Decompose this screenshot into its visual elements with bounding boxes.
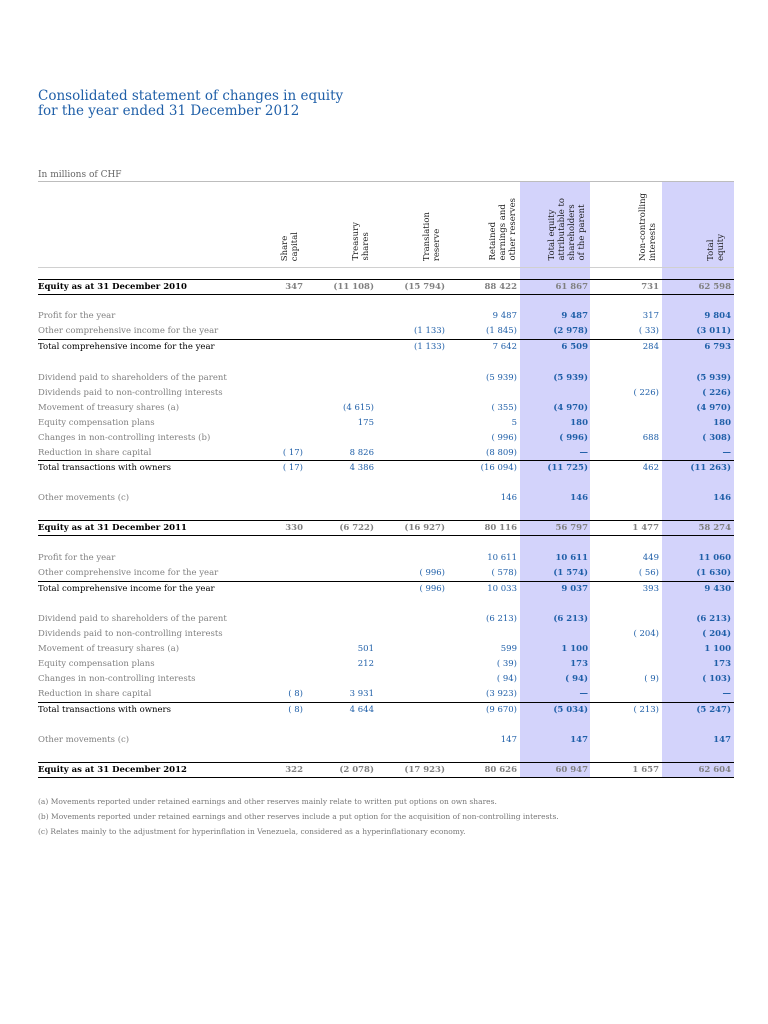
table-row (38, 687, 734, 701)
cell-col-7: 173 (713, 659, 731, 669)
subtotal-row (38, 582, 734, 596)
column-header-4 (468, 198, 538, 261)
cell-col-2: (2 078) (339, 765, 374, 775)
cell-col-7: (5 939) (696, 373, 731, 383)
cell-col-5: — (579, 689, 588, 699)
cell-col-5: (1 574) (553, 568, 588, 578)
table-row (38, 612, 734, 626)
cell-col-7: (1 630) (696, 568, 731, 578)
subtotal-row (38, 340, 734, 354)
cell-col-2: 212 (357, 659, 374, 669)
cell-col-1: 330 (285, 523, 303, 533)
cell-col-6: ( 204) (633, 629, 659, 639)
cell-col-5: 173 (570, 659, 588, 669)
title-line-2: for the year ended 31 December 2012 (38, 103, 300, 119)
column-header-7 (681, 234, 751, 261)
balance-rule-bottom (38, 294, 734, 295)
column-header-1 (255, 232, 325, 261)
table-row (38, 672, 734, 686)
cell-col-4: (5 939) (486, 373, 517, 383)
cell-col-7: ( 204) (702, 629, 731, 639)
table-row (38, 566, 734, 580)
cell-col-3: (16 927) (404, 523, 445, 533)
cell-col-7: 11 060 (698, 553, 731, 563)
column-header-label: Share capital (280, 231, 300, 261)
balance-rule-top (38, 520, 734, 521)
table-row (38, 446, 734, 460)
row-label: Profit for the year (38, 311, 116, 321)
cell-col-2: 8 826 (349, 448, 374, 458)
cell-col-4: ( 94) (496, 674, 517, 684)
cell-col-5: (5 939) (553, 373, 588, 383)
column-header-label: Treasury shares (351, 222, 371, 261)
cell-col-2: 3 931 (349, 689, 374, 699)
cell-col-7: 180 (713, 418, 731, 428)
cell-col-5: 10 611 (555, 553, 588, 563)
column-header-label: Total equity attributable to shareholders of the parent (547, 198, 587, 261)
cell-col-1: ( 17) (282, 448, 303, 458)
cell-col-7: ( 103) (702, 674, 731, 684)
row-label: Total transactions with owners (38, 463, 171, 473)
row-label: Equity as at 31 December 2011 (38, 523, 187, 533)
cell-col-4: 147 (500, 735, 517, 745)
row-label: Profit for the year (38, 553, 116, 563)
cell-col-5: 9 487 (561, 311, 588, 321)
cell-col-7: 9 430 (704, 584, 731, 594)
table-row (38, 324, 734, 338)
row-label: Total comprehensive income for the year (38, 342, 215, 352)
footnote: (c) Relates mainly to the adjustment for hyperinflation in Venezuela, considered as a hyperinflationary economy. (38, 827, 466, 836)
row-label: Reduction in share capital (38, 448, 152, 458)
equity-balance-row (38, 763, 734, 777)
cell-col-6: ( 56) (638, 568, 659, 578)
cell-col-4: (1 845) (486, 326, 517, 336)
cell-col-7: (6 213) (696, 614, 731, 624)
row-label: Equity as at 31 December 2010 (38, 282, 187, 292)
cell-col-7: (3 011) (696, 326, 731, 336)
table-row (38, 627, 734, 641)
cell-col-4: 5 (511, 418, 517, 428)
table-row (38, 551, 734, 565)
row-label: Dividends paid to non-controlling interests (38, 388, 223, 398)
cell-col-7: 146 (713, 493, 731, 503)
footnote: (a) Movements reported under retained earnings and other reserves mainly relate to written put options on own shares. (38, 797, 497, 806)
table-row (38, 642, 734, 656)
row-label: Other comprehensive income for the year (38, 326, 219, 336)
row-label: Reduction in share capital (38, 689, 152, 699)
row-label: Equity compensation plans (38, 659, 155, 669)
row-label: Other comprehensive income for the year (38, 568, 219, 578)
cell-col-7: 9 804 (704, 311, 731, 321)
column-header-label: Retained earnings and other reserves (488, 198, 518, 261)
cell-col-6: ( 213) (633, 705, 659, 715)
cell-col-5: 6 509 (561, 342, 588, 352)
cell-col-5: ( 94) (565, 674, 588, 684)
cell-col-4: 599 (500, 644, 517, 654)
cell-col-3: (1 133) (414, 326, 445, 336)
cell-col-7: (4 970) (696, 403, 731, 413)
cell-col-2: 501 (357, 644, 374, 654)
subtotal-rule (38, 460, 734, 461)
cell-col-7: 58 274 (698, 523, 731, 533)
row-label: Other movements (c) (38, 493, 130, 503)
cell-col-4: 7 642 (492, 342, 517, 352)
cell-col-1: 322 (285, 765, 303, 775)
cell-col-4: (3 923) (486, 689, 517, 699)
cell-col-6: 731 (641, 282, 659, 292)
cell-col-7: (5 247) (696, 705, 731, 715)
cell-col-2: 4 386 (349, 463, 374, 473)
cell-col-7: — (722, 448, 731, 458)
cell-col-7: (11 263) (690, 463, 731, 473)
row-label: Dividends paid to non-controlling interests (38, 629, 223, 639)
cell-col-4: ( 578) (491, 568, 517, 578)
column-header-3 (397, 212, 467, 261)
row-label: Total transactions with owners (38, 705, 171, 715)
column-header-6 (613, 193, 683, 261)
cell-col-2: 4 644 (349, 705, 374, 715)
row-label: Dividend paid to shareholders of the parent (38, 614, 227, 624)
row-label: Movement of treasury shares (a) (38, 403, 180, 413)
cell-col-4: 10 611 (487, 553, 517, 563)
cell-col-5: 9 037 (561, 584, 588, 594)
cell-col-7: 1 100 (704, 644, 731, 654)
balance-rule-bottom (38, 535, 734, 536)
cell-col-2: (11 108) (333, 282, 374, 292)
title-line-1: Consolidated statement of changes in equity (38, 88, 344, 104)
cell-col-4: 9 487 (492, 311, 517, 321)
footnote: (b) Movements reported under retained earnings and other reserves include a put option for the acquisition of non-controlling interests. (38, 812, 559, 821)
cell-col-6: 1 477 (632, 523, 659, 533)
row-label: Dividend paid to shareholders of the parent (38, 373, 227, 383)
cell-col-4: 10 033 (487, 584, 517, 594)
cell-col-5: 147 (570, 735, 588, 745)
table-row (38, 491, 734, 505)
cell-col-5: (2 978) (553, 326, 588, 336)
cell-col-5: ( 996) (559, 433, 588, 443)
equity-balance-row (38, 280, 734, 294)
cell-col-4: (16 094) (480, 463, 517, 473)
cell-col-5: (6 213) (553, 614, 588, 624)
table-row (38, 401, 734, 415)
cell-col-6: 462 (642, 463, 659, 473)
row-label: Equity compensation plans (38, 418, 155, 428)
cell-col-5: 60 947 (555, 765, 588, 775)
cell-col-1: ( 17) (282, 463, 303, 473)
cell-col-4: 88 422 (484, 282, 517, 292)
subtotal-rule (38, 581, 734, 582)
balance-rule-top (38, 279, 734, 280)
cell-col-3: (1 133) (414, 342, 445, 352)
cell-col-6: 317 (642, 311, 659, 321)
cell-col-2: (6 722) (339, 523, 374, 533)
header-rule (38, 267, 734, 268)
row-label: Other movements (c) (38, 735, 130, 745)
cell-col-6: 1 657 (632, 765, 659, 775)
table-row (38, 309, 734, 323)
equity-balance-row (38, 521, 734, 535)
cell-col-4: 80 116 (484, 523, 517, 533)
subtotal-row (38, 703, 734, 717)
cell-col-3: ( 996) (419, 568, 445, 578)
cell-col-5: 1 100 (561, 644, 588, 654)
page-title (38, 89, 343, 119)
cell-col-2: (4 615) (343, 403, 374, 413)
cell-col-1: 347 (285, 282, 303, 292)
top-rule (38, 181, 734, 182)
cell-col-6: ( 33) (638, 326, 659, 336)
column-header-label: Translation reserve (422, 211, 442, 261)
cell-col-4: ( 996) (491, 433, 517, 443)
cell-col-5: (4 970) (553, 403, 588, 413)
cell-col-5: 56 797 (555, 523, 588, 533)
cell-col-7: 147 (713, 735, 731, 745)
balance-rule-bottom (38, 777, 734, 778)
cell-col-7: 62 598 (698, 282, 731, 292)
cell-col-1: ( 8) (288, 705, 303, 715)
cell-col-7: ( 308) (702, 433, 731, 443)
cell-col-7: 6 793 (704, 342, 731, 352)
table-row (38, 431, 734, 445)
cell-col-3: (17 923) (404, 765, 445, 775)
subtotal-rule (38, 702, 734, 703)
column-header-5 (532, 198, 602, 261)
table-row (38, 657, 734, 671)
cell-col-5: (5 034) (553, 705, 588, 715)
cell-col-6: 284 (642, 342, 659, 352)
cell-col-6: 393 (642, 584, 659, 594)
cell-col-5: (11 725) (547, 463, 588, 473)
balance-rule-top (38, 762, 734, 763)
subtotal-row (38, 461, 734, 475)
cell-col-7: ( 226) (702, 388, 731, 398)
column-header-label: Total equity (706, 234, 726, 261)
cell-col-7: — (722, 689, 731, 699)
table-row (38, 416, 734, 430)
cell-col-5: — (579, 448, 588, 458)
cell-col-5: 61 867 (555, 282, 588, 292)
row-label: Equity as at 31 December 2012 (38, 765, 187, 775)
units-label: In millions of CHF (38, 170, 122, 180)
cell-col-6: 449 (642, 553, 659, 563)
cell-col-4: 80 626 (484, 765, 517, 775)
table-row (38, 386, 734, 400)
subtotal-rule (38, 339, 734, 340)
cell-col-3: (15 794) (404, 282, 445, 292)
cell-col-4: (9 670) (486, 705, 517, 715)
cell-col-6: ( 9) (644, 674, 659, 684)
row-label: Total comprehensive income for the year (38, 584, 215, 594)
cell-col-4: 146 (500, 493, 517, 503)
table-row (38, 371, 734, 385)
cell-col-4: ( 355) (491, 403, 517, 413)
row-label: Movement of treasury shares (a) (38, 644, 180, 654)
cell-col-6: 688 (642, 433, 659, 443)
cell-col-2: 175 (357, 418, 374, 428)
cell-col-5: 180 (570, 418, 588, 428)
cell-col-5: 146 (570, 493, 588, 503)
cell-col-4: (6 213) (486, 614, 517, 624)
row-label: Changes in non-controlling interests (b) (38, 433, 211, 443)
cell-col-4: ( 39) (496, 659, 517, 669)
column-header-label: Non-controlling interests (638, 193, 658, 261)
cell-col-6: ( 226) (633, 388, 659, 398)
cell-col-7: 62 604 (698, 765, 731, 775)
row-label: Changes in non-controlling interests (38, 674, 196, 684)
cell-col-4: (8 809) (486, 448, 517, 458)
cell-col-3: ( 996) (419, 584, 445, 594)
cell-col-1: ( 8) (288, 689, 303, 699)
table-row (38, 733, 734, 747)
column-header-2 (326, 222, 396, 261)
